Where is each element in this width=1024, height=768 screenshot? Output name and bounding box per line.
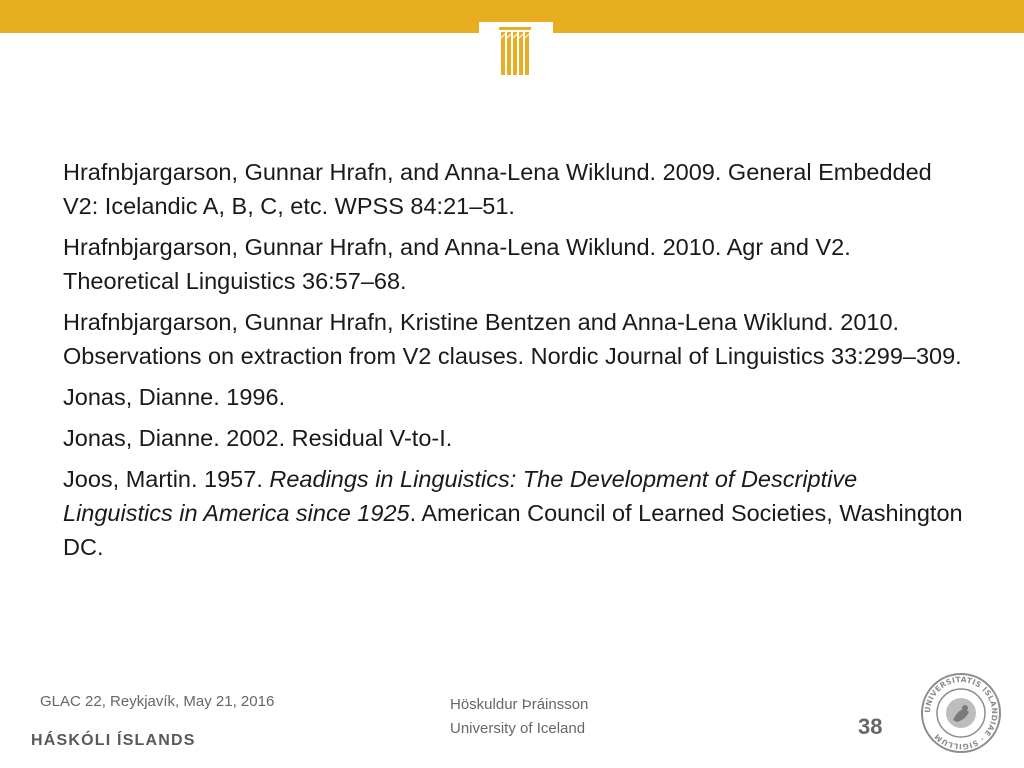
reference-book-title: Readings in Linguistics: The Development of Descriptive Linguistics in America since 1925 — [63, 466, 858, 526]
university-brand: HÁSKÓLI ÍSLANDS — [31, 732, 196, 749]
reference-item: Hrafnbjargarson, Gunnar Hrafn, and Anna-Lena Wiklund. 2010. Agr and V2. Theoretical Linguistics 36:57–68. — [63, 234, 851, 294]
page-number: 38 — [858, 714, 883, 739]
reference-item: Jonas, Dianne. 1996. — [63, 384, 286, 410]
university-seal-icon — [920, 672, 1002, 754]
reference-list — [63, 155, 963, 571]
reference-suffix: . American Council of Learned Societies, Washington DC. — [63, 500, 963, 560]
reference-prefix: Joos, Martin. 1957. — [63, 466, 270, 492]
reference-item: Hrafnbjargarson, Gunnar Hrafn, and Anna-Lena Wiklund. 2009. General Embedded V2: Icelandic A, B, C, etc. WPSS 84:21–51. — [63, 159, 932, 219]
reference-item — [63, 462, 963, 564]
presenter-info — [450, 693, 588, 741]
header-logo — [479, 22, 553, 78]
conference-info: GLAC 22, Reykjavík, May 21, 2016 — [40, 693, 275, 710]
presenter-name: Höskuldur Þráinsson — [450, 696, 589, 713]
svg-text:UNIVERSITATIS ISLANDIAE · SIGI: UNIVERSITATIS ISLANDIAE · SIGILLUM — [922, 674, 1000, 752]
reference-item: Jonas, Dianne. 2002. Residual V-to-I. — [63, 425, 453, 451]
university-building-logo-icon — [479, 22, 553, 78]
reference-item: Hrafnbjargarson, Gunnar Hrafn, Kristine Bentzen and Anna-Lena Wiklund. 2010. Observations on extraction from V2 clauses. Nordic Journal of Linguistics 33:299–309. — [63, 309, 962, 369]
presenter-affiliation: University of Iceland — [450, 720, 586, 737]
